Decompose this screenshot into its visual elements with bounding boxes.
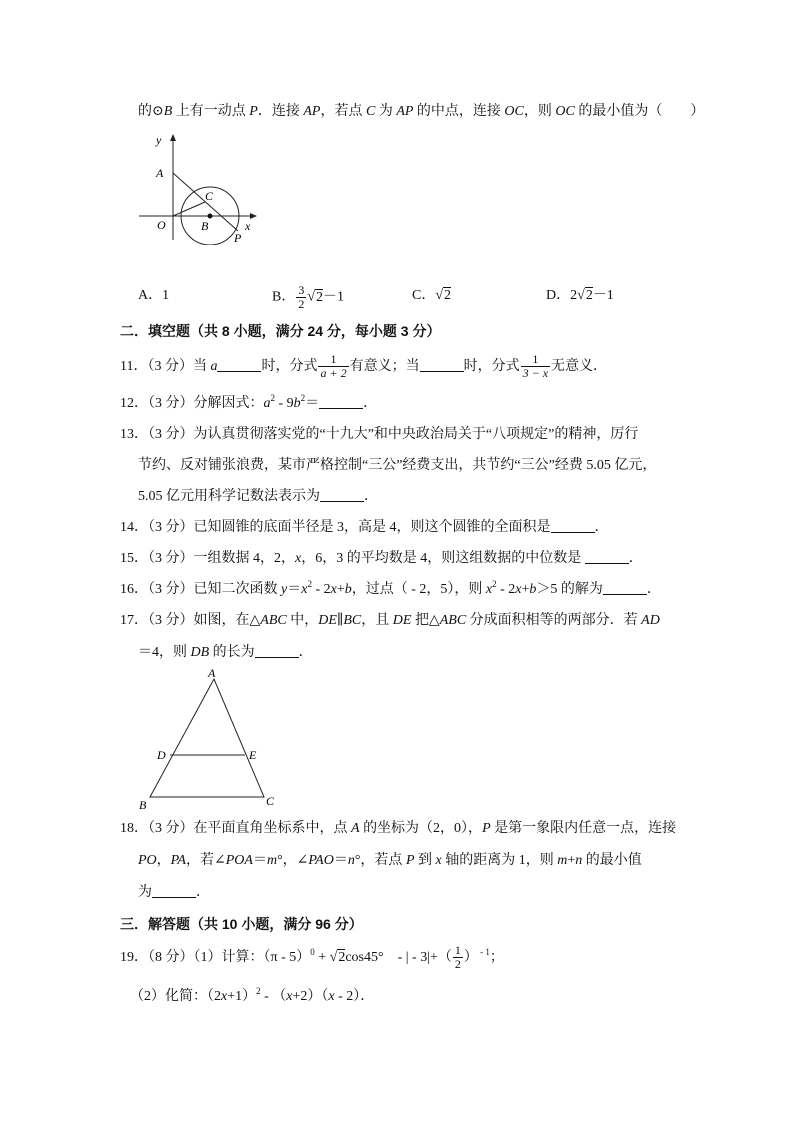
q11: 11．（3 分）当 a 时，分式 $\frac{1}{a + 2}$ 有意义；当 时，分式 $\frac{1}{3 - x}$ 无意义． [120, 352, 608, 381]
label-a: A [156, 166, 164, 180]
answer-blank[interactable] [255, 643, 299, 658]
fraction: $\frac{1}{3 - x}$ [522, 352, 549, 381]
q13-line3: 5.05 亿元用科学记数法表示为 ． [138, 489, 378, 504]
q18-line1: 18．（3 分）在平面直角坐标系中，点 A 的坐标为（2，0），P 是第一象限内任意一点，连接 [120, 821, 677, 836]
q13-line1: 13．（3 分）为认真贯彻落实党的“十九大”和中央政治局关于“八项规定”的精神，厉行 [120, 427, 639, 442]
q18-line3: 为 ． [138, 885, 210, 900]
label-x: x [245, 219, 251, 233]
answer-blank[interactable] [420, 357, 464, 372]
q12: 12．（3 分）分解因式：$a^2 - 9b^2=$ ． [120, 393, 378, 411]
q14: 14．（3 分）已知圆锥的底面半径是 3，高是 4，则这个圆锥的全面积是 ． [120, 520, 609, 535]
q10-option-d: D．2√2－1 [546, 288, 614, 303]
segment-oc [173, 202, 205, 216]
fraction: $\frac{1}{a + 2}$ [320, 352, 347, 381]
label-d: D [157, 748, 166, 762]
label-c: C [205, 189, 214, 203]
section-3-heading: 三．解答题（共 10 小题，满分 96 分） [120, 916, 363, 932]
q19-part1: 19．（8 分）（1）计算：（π - 5）$^0$ + √2cos45° - | - 3|+（ $\frac{1}{2}$ ） $^{- 1}$； [120, 943, 504, 972]
section-2-heading: 二．填空题（共 8 小题，满分 24 分，每小题 3 分） [120, 323, 441, 339]
label-c: C [266, 794, 275, 808]
label-y: y [156, 133, 162, 147]
q10-option-c: C．√2 [412, 288, 452, 303]
answer-blank[interactable] [217, 357, 261, 372]
point-b [208, 214, 213, 219]
answer-blank[interactable] [585, 549, 629, 564]
q10-option-b: B． $\frac{3}{2}$ √2－1 [272, 283, 345, 311]
label-e: E [249, 748, 257, 762]
label-b: B [201, 219, 209, 233]
q17-triangle-figure [132, 665, 282, 815]
fraction: $\frac{1}{2}$ [454, 943, 461, 972]
x-axis-arrow [250, 213, 257, 219]
label-a: A [208, 666, 216, 680]
answer-blank[interactable] [319, 394, 363, 409]
answer-blank[interactable] [320, 487, 364, 502]
triangle-abc [150, 679, 264, 797]
y-axis-arrow [170, 134, 176, 141]
q10-stem: 的⊙B 上有一动点 P．连接 AP，若点 C 为 AP 的中点，连接 OC，则 OC 的最小值为（ ） [138, 104, 705, 119]
q16: 16．（3 分）已知二次函数 $y=x^2 - 2x+b$，过点（ - 2，5），则 $x^2 - 2x+b>5$ 的解为 ． [120, 579, 661, 597]
answer-blank[interactable] [551, 518, 595, 533]
q18-line2: PO，PA，若∠POA＝m°，∠PAO＝n°，若点 P 到 x 轴的距离为 1，则 m+n 的最小值 [138, 853, 642, 868]
label-p: P [234, 231, 242, 245]
q13-line2: 节约、反对铺张浪费，某市严格控制“三公”经费支出，共节约“三公”经费 5.05 亿元， [138, 458, 657, 473]
q17-line1: 17．（3 分）如图，在△ABC 中，DE∥BC，且 DE 把△ABC 分成面积相等的两部分．若 AD [120, 613, 660, 628]
answer-blank[interactable] [152, 883, 196, 898]
q10-option-a: A．1 [138, 288, 170, 303]
q10-circle-figure [135, 130, 265, 245]
fraction: $\frac{3}{2}$ [298, 283, 305, 311]
label-b: B [139, 798, 147, 812]
q17-line2: ＝4，则 DB 的长为 ． [138, 645, 313, 660]
label-o: O [157, 218, 166, 232]
q19-part2: （2）化简：$(2x+1)^2 - (x+2)(x - 2)$． [130, 986, 375, 1004]
answer-blank[interactable] [603, 580, 647, 595]
q15: 15．（3 分）一组数据 4，2，x，6，3 的平均数是 4，则这组数据的中位数是 ． [120, 551, 643, 566]
